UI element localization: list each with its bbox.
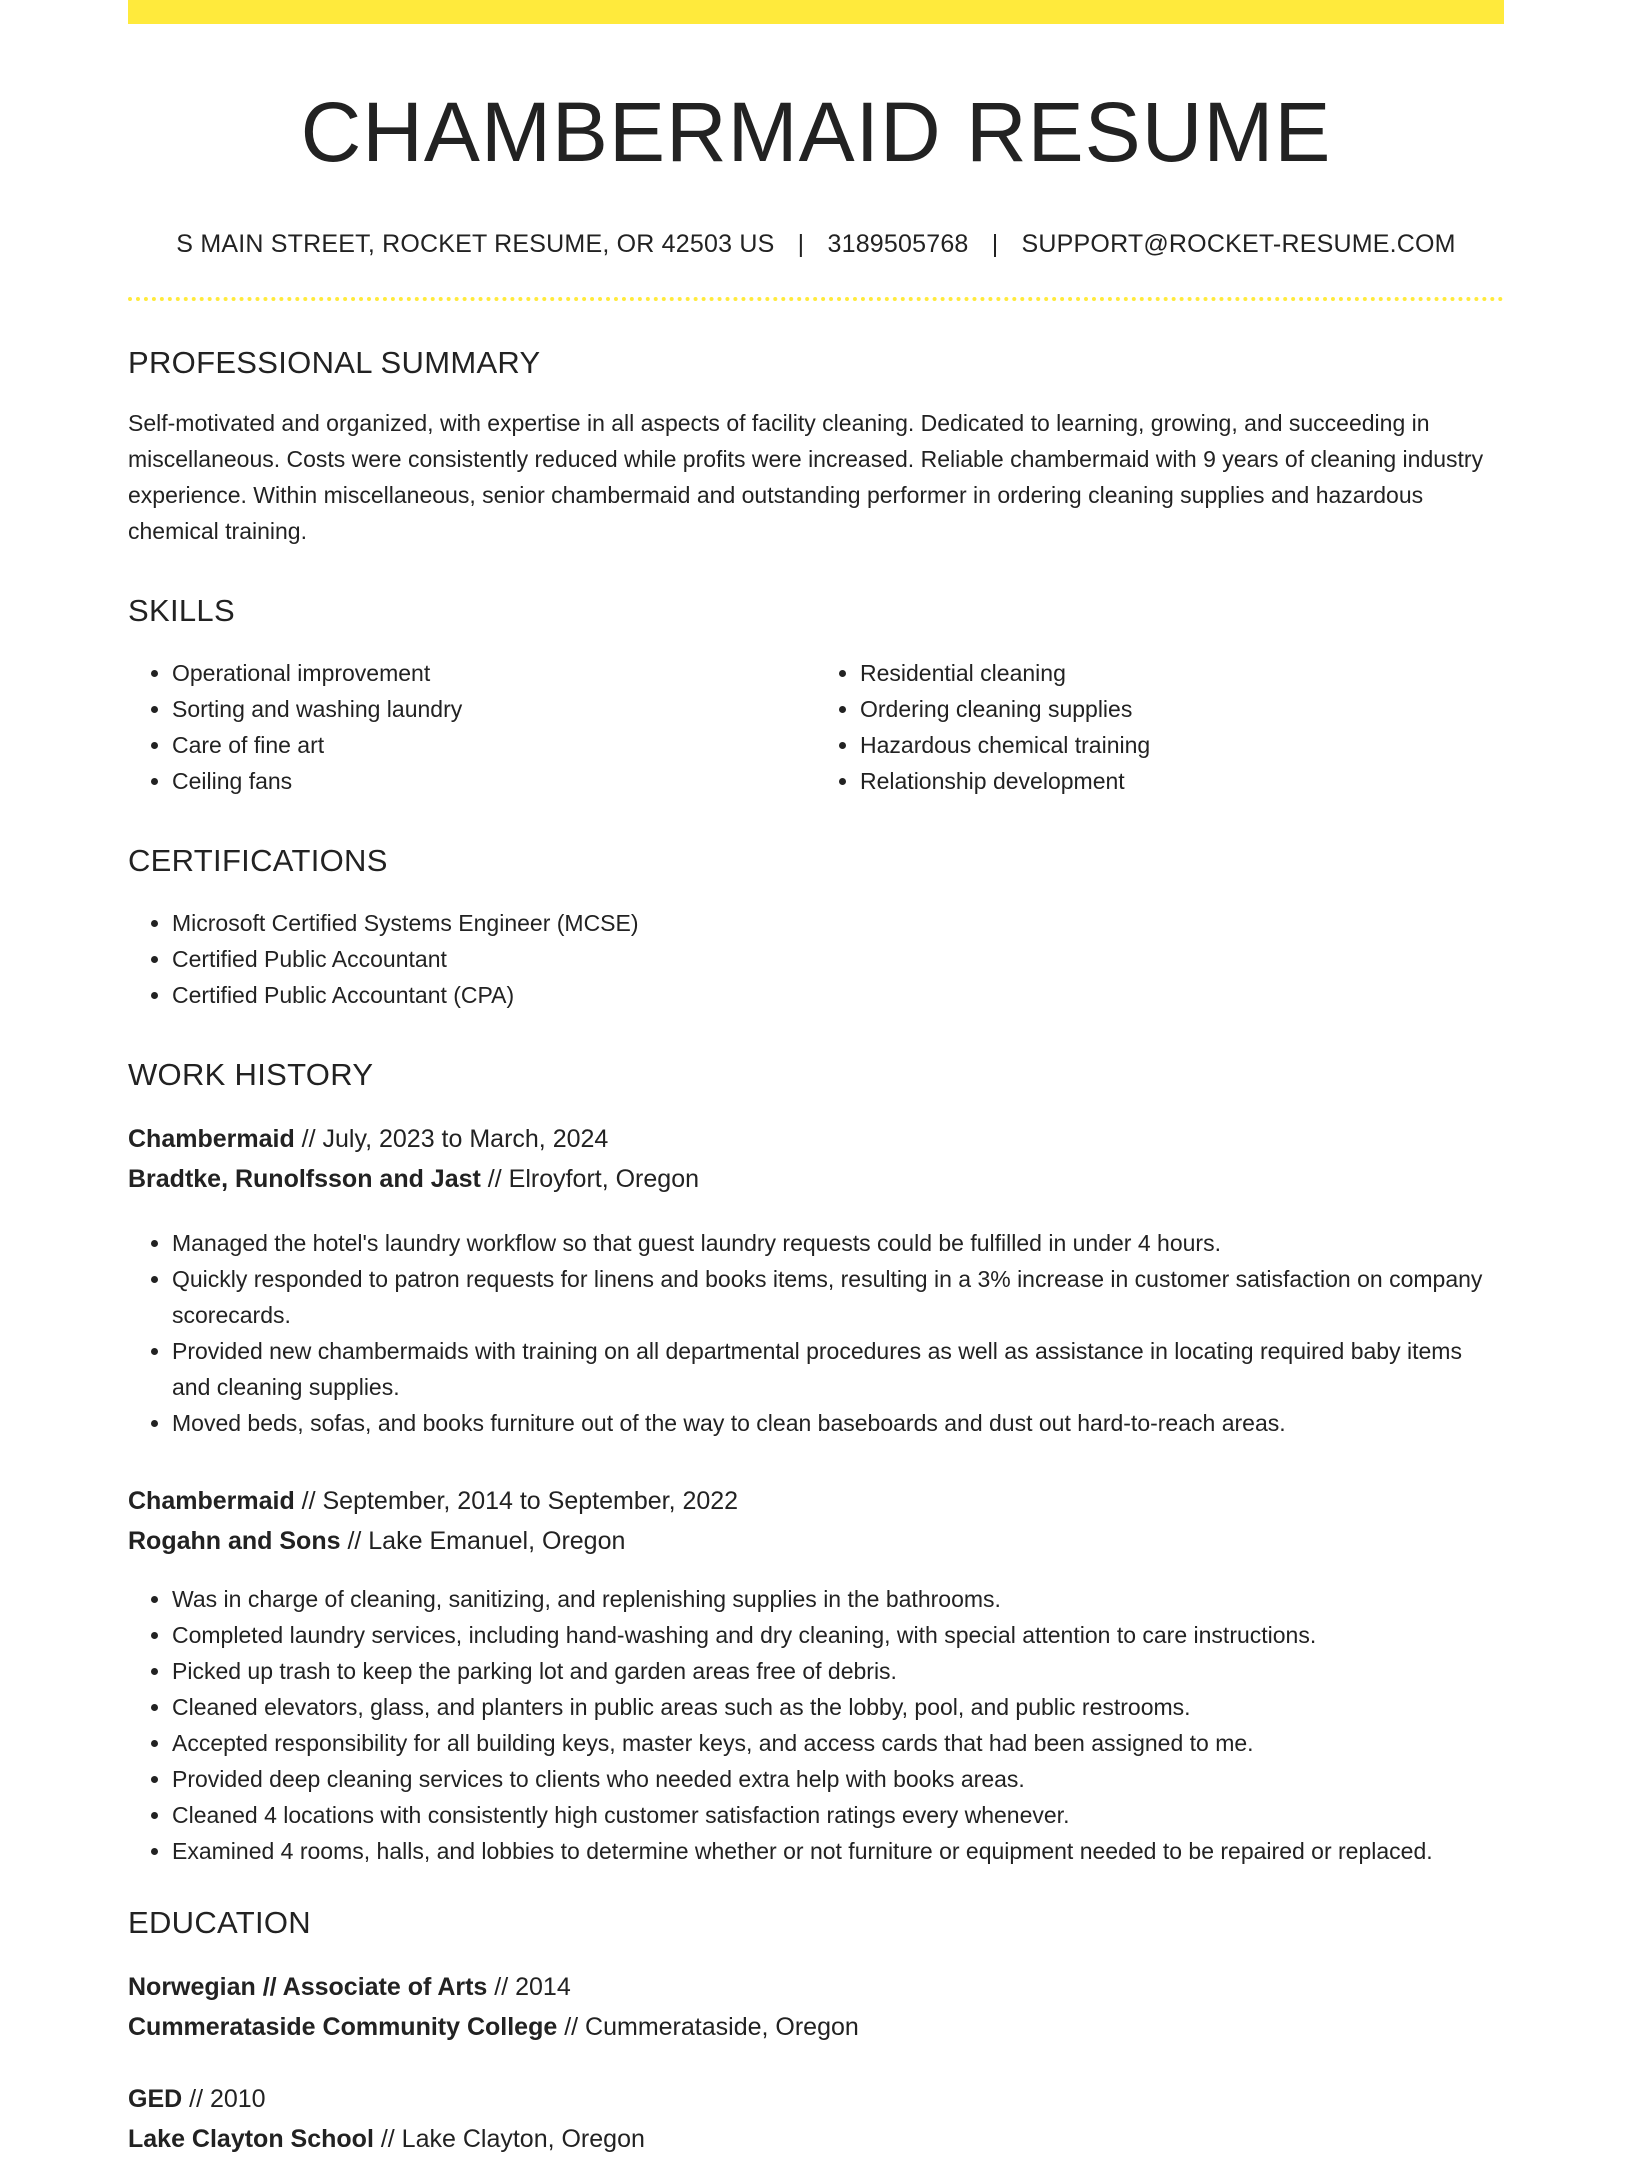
skills-list <box>128 655 1504 799</box>
job-company: Bradtke, Runolfsson and Jast <box>128 1165 481 1194</box>
job-entry <box>128 1481 1504 1869</box>
job-bullets <box>128 1581 1504 1869</box>
job-entry <box>128 1119 1504 1441</box>
job-bullets <box>128 1225 1504 1441</box>
certification-item: • Certified Public Accountant (CPA) <box>172 977 1504 1013</box>
job-bullet: • Moved beds, sofas, and books furniture out of the way to clean baseboards and dust out hard-to-reach areas. <box>172 1405 1504 1441</box>
skill-item: • Sorting and washing laundry <box>172 691 816 727</box>
summary-text: Self-motivated and organized, with expertise in all aspects of facility cleaning. Dedicated to learning, growing, and succeeding in miscellaneous. Costs were consistently reduced while profits were increased. Reliable chambermaid with 9 years of cleaning industry experience. Within miscellaneous, senior chambermaid and outstanding performer in ordering cleaning supplies and hazardous chemical training. <box>128 410 1484 545</box>
resume-page <box>128 0 1504 2159</box>
job-role: Chambermaid <box>128 1125 295 1154</box>
education-school: Cummerataside Community College <box>128 2013 558 2042</box>
education-degree-line <box>128 2079 1504 2119</box>
job-dates: // September, 2014 to September, 2022 <box>294 1487 739 1516</box>
education-degree-line <box>128 1967 1504 2007</box>
education-school-line <box>128 2119 1504 2159</box>
job-bullet: • Cleaned elevators, glass, and planters in public areas such as the lobby, pool, and public restrooms. <box>172 1689 1504 1725</box>
contact-address: S MAIN STREET, ROCKET RESUME, OR 42503 US <box>176 230 775 259</box>
resume-title: CHAMBERMAID RESUME <box>300 85 1332 179</box>
skill-item: • Ceiling fans <box>172 763 816 799</box>
job-company-line <box>128 1159 1504 1199</box>
job-bullet: • Accepted responsibility for all building keys, master keys, and access cards that had been assigned to me. <box>172 1725 1504 1761</box>
header-divider <box>128 297 1504 301</box>
education-location: // Cummerataside, Oregon <box>557 2013 859 2042</box>
contact-separator: | <box>991 230 999 259</box>
job-bullet: • Cleaned 4 locations with consistently high customer satisfaction ratings every whenever. <box>172 1797 1504 1833</box>
contact-email: SUPPORT@ROCKET-RESUME.COM <box>1021 230 1456 259</box>
education-degree: GED <box>128 2085 183 2114</box>
contact-line <box>128 230 1504 259</box>
job-bullet: • Provided new chambermaids with training on all departmental procedures as well as assistance in locating required baby items and cleaning supplies. <box>172 1333 1504 1405</box>
job-bullet: • Quickly responded to patron requests for linens and books items, resulting in a 3% increase in customer satisfaction on company scorecards. <box>172 1261 1504 1333</box>
education-entry <box>128 1967 1504 2047</box>
skill-item: • Care of fine art <box>172 727 816 763</box>
skills-column-left <box>128 655 816 799</box>
job-bullet: • Completed laundry services, including hand-washing and dry cleaning, with special attention to care instructions. <box>172 1617 1504 1653</box>
skills-heading: SKILLS <box>128 593 235 629</box>
job-bullet: • Examined 4 rooms, halls, and lobbies to determine whether or not furniture or equipment needed to be repaired or replaced. <box>172 1833 1504 1869</box>
job-location: // Lake Emanuel, Oregon <box>340 1527 626 1556</box>
work-history-heading: WORK HISTORY <box>128 1057 374 1093</box>
job-company-line <box>128 1521 1504 1561</box>
job-bullet: • Provided deep cleaning services to clients who needed extra help with books areas. <box>172 1761 1504 1797</box>
certifications-list <box>128 905 1504 1013</box>
education-year: // 2010 <box>182 2085 266 2114</box>
education-heading: EDUCATION <box>128 1905 311 1941</box>
job-dates: // July, 2023 to March, 2024 <box>294 1125 609 1154</box>
job-bullet: • Picked up trash to keep the parking lot and garden areas free of debris. <box>172 1653 1504 1689</box>
contact-separator: | <box>797 230 805 259</box>
skill-item: • Operational improvement <box>172 655 816 691</box>
job-bullet: • Managed the hotel's laundry workflow so that guest laundry requests could be fulfilled in under 4 hours. <box>172 1225 1504 1261</box>
skill-item: • Ordering cleaning supplies <box>860 691 1504 727</box>
certification-item: • Certified Public Accountant <box>172 941 1504 977</box>
summary-heading: PROFESSIONAL SUMMARY <box>128 345 541 381</box>
education-location: // Lake Clayton, Oregon <box>373 2125 645 2154</box>
certifications-heading: CERTIFICATIONS <box>128 843 388 879</box>
job-title-line <box>128 1481 1504 1521</box>
top-accent-bar <box>128 0 1504 24</box>
certification-item: • Microsoft Certified Systems Engineer (MCSE) <box>172 905 1504 941</box>
job-title-line <box>128 1119 1504 1159</box>
education-year: // 2014 <box>487 1973 571 2002</box>
education-degree: Norwegian // Associate of Arts <box>128 1973 488 2002</box>
skill-item: • Residential cleaning <box>860 655 1504 691</box>
education-entry <box>128 2079 1504 2159</box>
education-school: Lake Clayton School <box>128 2125 374 2154</box>
job-role: Chambermaid <box>128 1487 295 1516</box>
job-location: // Elroyfort, Oregon <box>480 1165 699 1194</box>
skills-column-right <box>816 655 1504 799</box>
job-bullet: • Was in charge of cleaning, sanitizing, and replenishing supplies in the bathrooms. <box>172 1581 1504 1617</box>
contact-phone: 3189505768 <box>827 230 969 259</box>
education-school-line <box>128 2007 1504 2047</box>
job-company: Rogahn and Sons <box>128 1527 341 1556</box>
skill-item: • Relationship development <box>860 763 1504 799</box>
skill-item: • Hazardous chemical training <box>860 727 1504 763</box>
